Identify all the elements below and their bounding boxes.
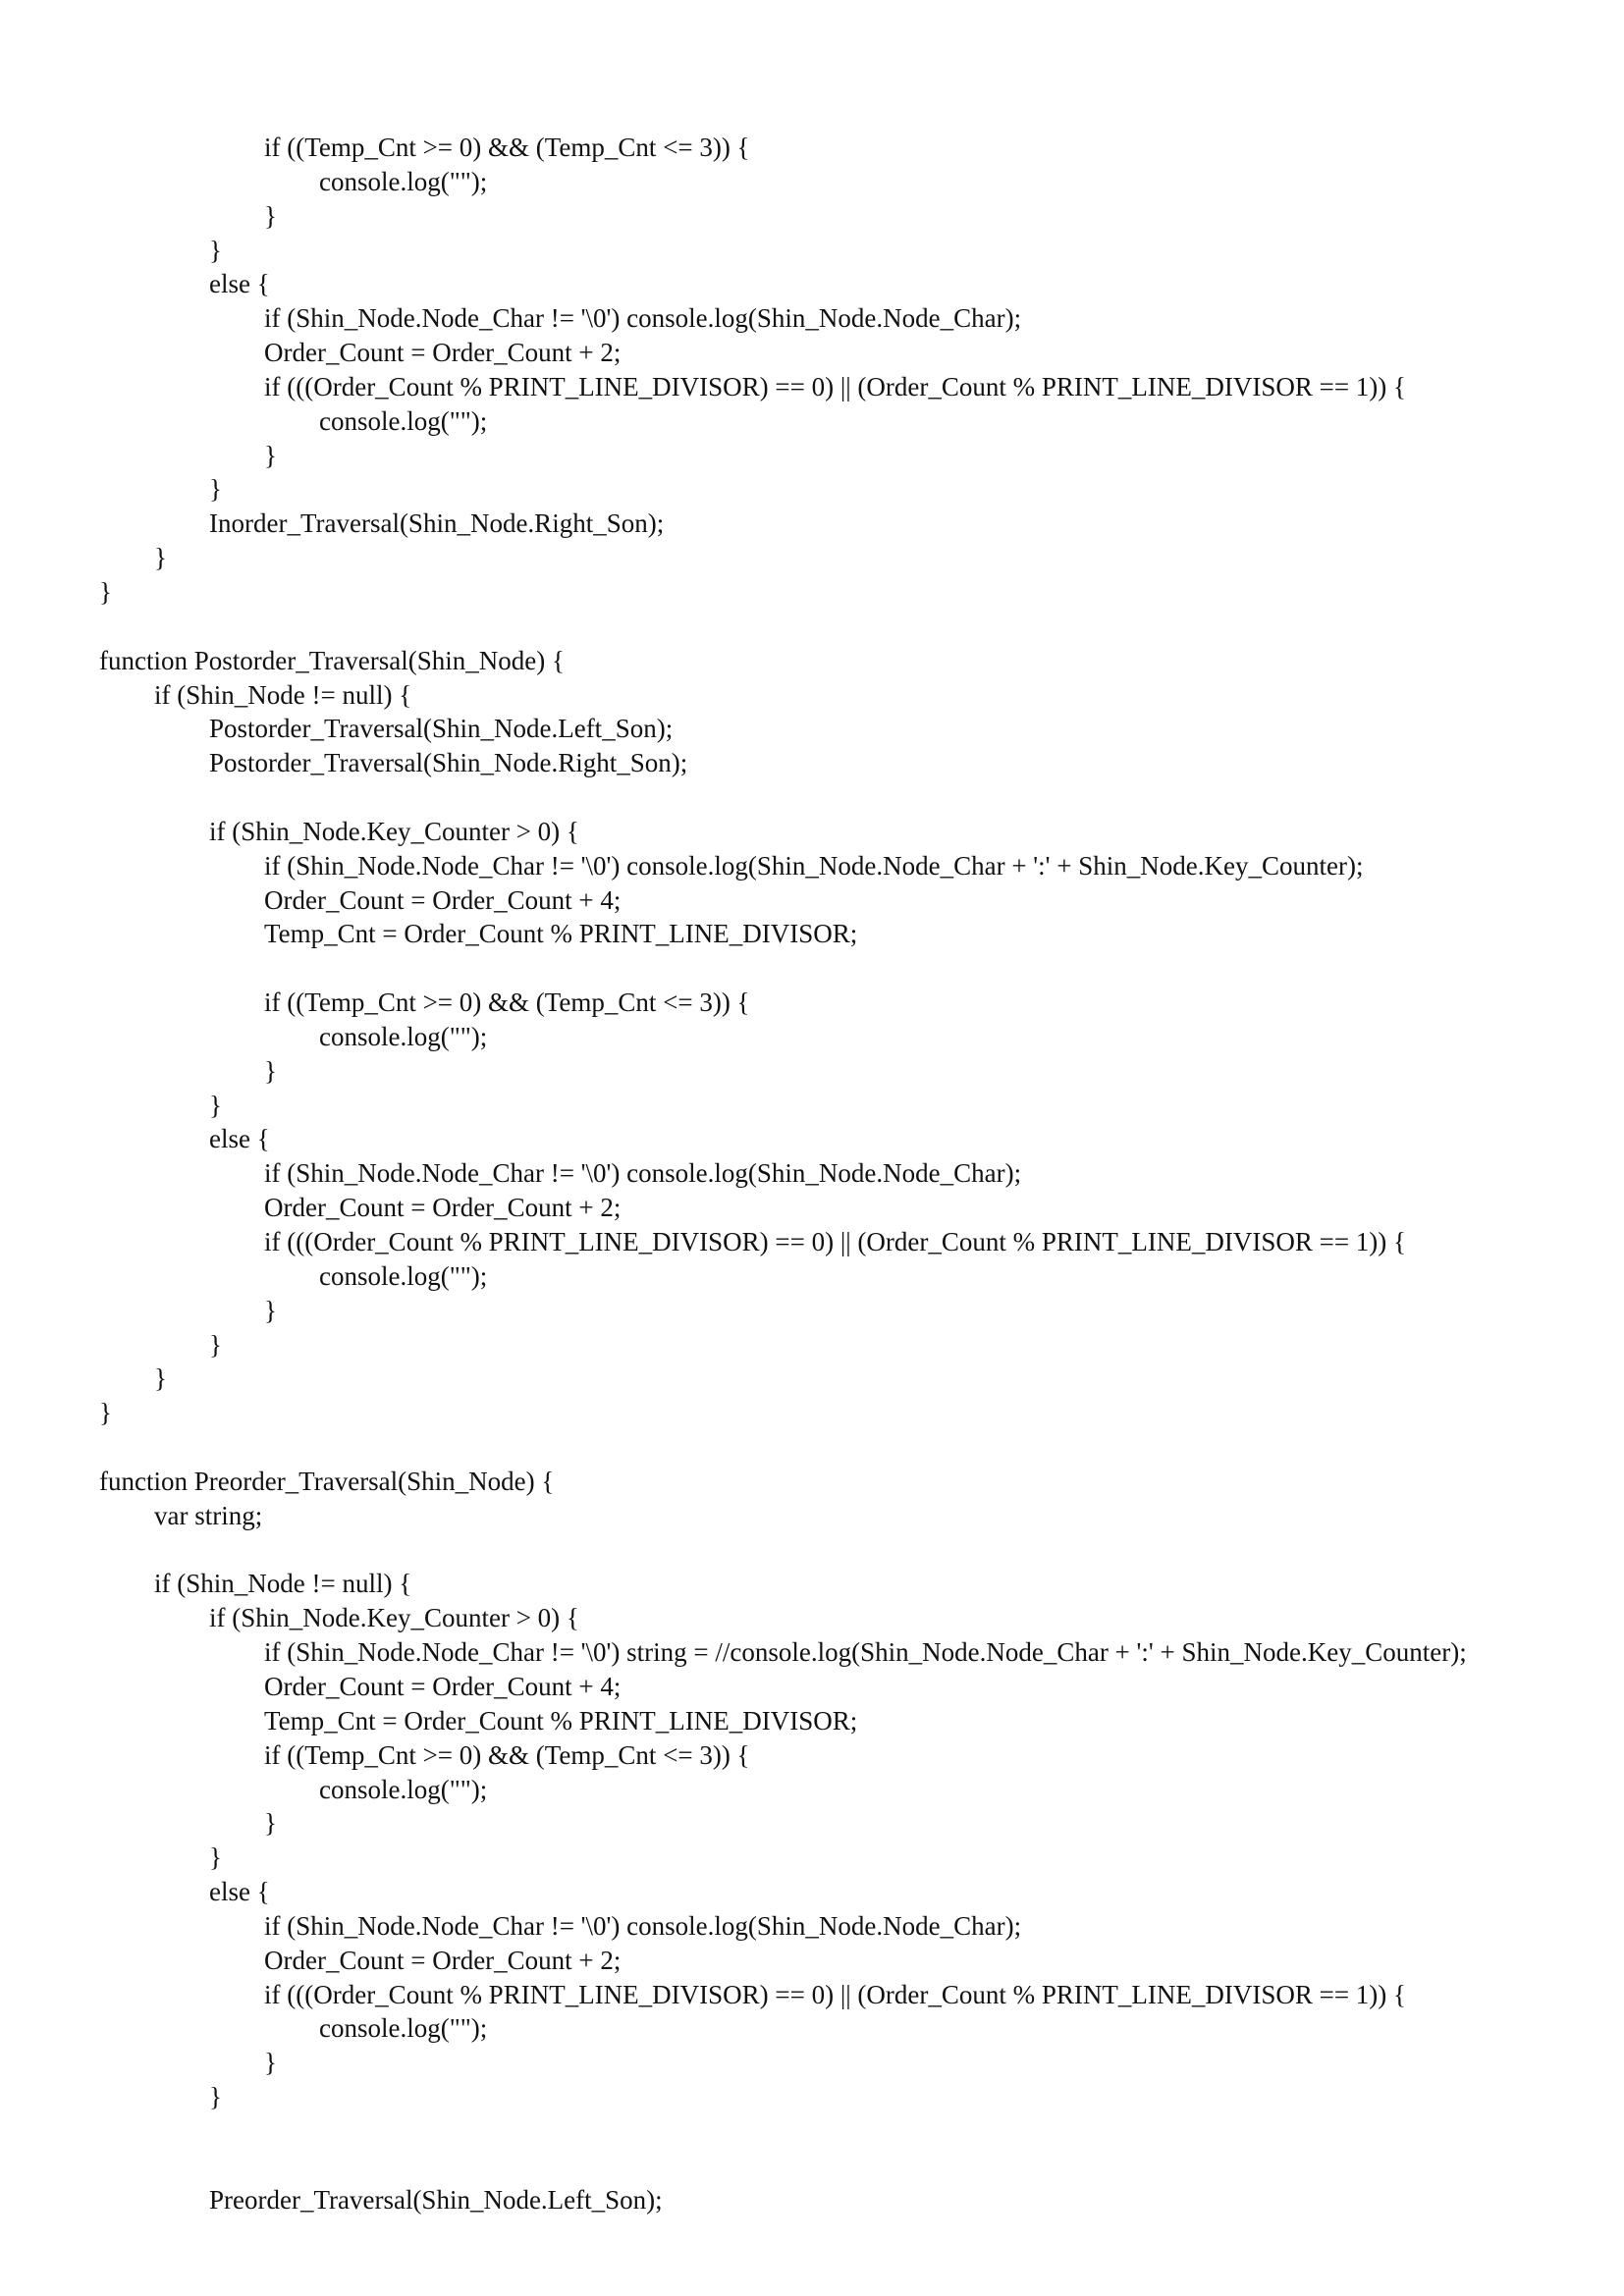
code-line: Order_Count = Order_Count + 2; — [264, 1945, 622, 1975]
blank-line — [99, 1533, 1572, 1568]
code-line: if (Shin_Node.Node_Char != '\0') console.log(Shin_Node.Node_Char); — [264, 1158, 1022, 1189]
code-line: console.log(""); — [319, 2013, 488, 2044]
code-line: } — [209, 2082, 222, 2112]
blank-line — [99, 2114, 1572, 2149]
code-line: Order_Count = Order_Count + 4; — [264, 1671, 622, 1701]
code-line: if (Shin_Node.Node_Char != '\0') console.log(Shin_Node.Node_Char + ':' + Shin_Node.Key_Counter); — [264, 850, 1364, 881]
code-line: if (((Order_Count % PRINT_LINE_DIVISOR) == 0) || (Order_Count % PRINT_LINE_DIVISOR == 1)) { — [264, 1227, 1407, 1256]
code-line: if ((Temp_Cnt >= 0) && (Temp_Cnt <= 3)) { — [264, 1739, 750, 1770]
code-line: } — [264, 1295, 277, 1325]
blank-line — [99, 610, 1572, 644]
blank-line — [99, 951, 1572, 986]
blank-line — [99, 2149, 1572, 2183]
code-line: else { — [209, 1877, 270, 1907]
code-line: if (((Order_Count % PRINT_LINE_DIVISOR) == 0) || (Order_Count % PRINT_LINE_DIVISOR == 1)) { — [264, 371, 1407, 401]
code-line: } — [264, 440, 277, 470]
code-line: } — [264, 200, 277, 231]
code-line: Order_Count = Order_Count + 4; — [264, 884, 622, 915]
code-line: if (Shin_Node != null) { — [154, 1569, 412, 1599]
code-line: Temp_Cnt = Order_Count % PRINT_LINE_DIVISOR; — [264, 919, 858, 949]
code-line: if (Shin_Node.Key_Counter > 0) { — [209, 816, 579, 846]
code-line: if (Shin_Node.Node_Char != '\0') string = //console.log(Shin_Node.Node_Char + ':' + Shin_Node.Key_Counter); — [264, 1637, 1467, 1668]
code-listing — [99, 131, 1572, 2216]
code-line: if (Shin_Node.Node_Char != '\0') console.log(Shin_Node.Node_Char); — [264, 303, 1022, 334]
code-line: } — [264, 1055, 277, 1086]
code-line: if (Shin_Node.Key_Counter > 0) { — [209, 1603, 579, 1633]
code-line: Order_Count = Order_Count + 2; — [264, 1193, 622, 1223]
code-line: Order_Count = Order_Count + 2; — [264, 338, 622, 368]
code-line: } — [99, 1398, 112, 1428]
code-line: console.log(""); — [319, 405, 488, 436]
code-line: } — [209, 474, 222, 505]
code-line: } — [154, 1363, 167, 1394]
code-line: console.log(""); — [319, 1021, 488, 1051]
code-line: console.log(""); — [319, 1260, 488, 1291]
code-line: console.log(""); — [319, 166, 488, 196]
code-line: if ((Temp_Cnt >= 0) && (Temp_Cnt <= 3)) { — [264, 133, 750, 162]
code-line: Postorder_Traversal(Shin_Node.Right_Son); — [209, 748, 688, 778]
code-line: function Postorder_Traversal(Shin_Node) { — [99, 645, 565, 675]
code-line: if (Shin_Node != null) { — [154, 679, 412, 710]
code-line: } — [154, 543, 167, 573]
code-line: Postorder_Traversal(Shin_Node.Left_Son); — [209, 714, 674, 744]
code-line: } — [209, 1329, 222, 1360]
code-line: Temp_Cnt = Order_Count % PRINT_LINE_DIVISOR; — [264, 1705, 858, 1735]
code-line: } — [264, 2048, 277, 2078]
code-line: var string; — [154, 1500, 263, 1530]
code-line: console.log(""); — [319, 1774, 488, 1804]
code-line: if (((Order_Count % PRINT_LINE_DIVISOR) == 0) || (Order_Count % PRINT_LINE_DIVISOR == 1)) { — [264, 1979, 1407, 2009]
code-line: Inorder_Traversal(Shin_Node.Right_Son); — [209, 508, 665, 539]
blank-line — [99, 1430, 1572, 1465]
code-line: } — [209, 1090, 222, 1120]
code-line: if (Shin_Node.Node_Char != '\0') console.log(Shin_Node.Node_Char); — [264, 1910, 1022, 1941]
code-line: if ((Temp_Cnt >= 0) && (Temp_Cnt <= 3)) { — [264, 988, 750, 1018]
code-line: } — [209, 235, 222, 265]
code-line: function Preorder_Traversal(Shin_Node) { — [99, 1466, 555, 1496]
code-line: else { — [209, 1124, 270, 1154]
code-line: else { — [209, 269, 270, 299]
code-line: Preorder_Traversal(Shin_Node.Left_Son); — [209, 2184, 663, 2215]
code-line: } — [99, 576, 112, 607]
code-line: } — [209, 1842, 222, 1873]
code-line: } — [264, 1808, 277, 1839]
blank-line — [99, 780, 1572, 815]
